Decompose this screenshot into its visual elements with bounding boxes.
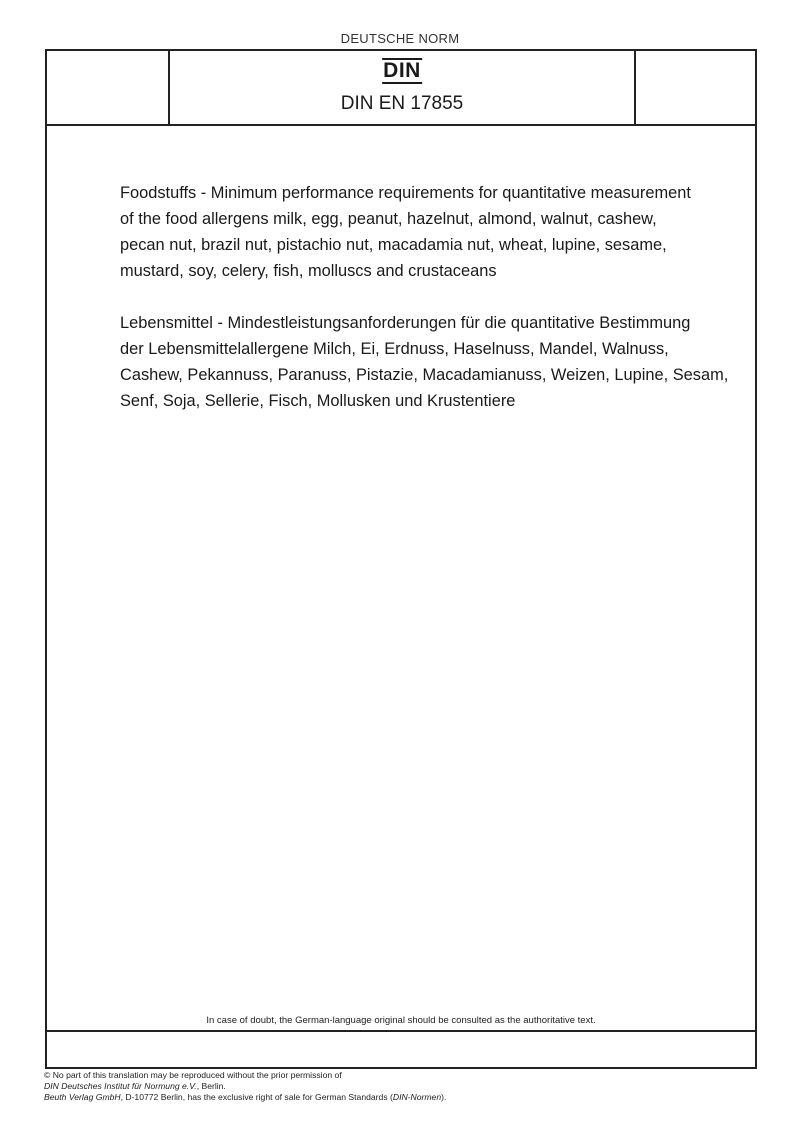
bottom-box xyxy=(47,1030,755,1067)
din-logo: DIN xyxy=(383,59,421,82)
title-block xyxy=(47,51,755,126)
copyright-notice xyxy=(44,1070,446,1103)
copyright-line-1: © No part of this translation may be reproduced without the prior permission of xyxy=(44,1070,342,1080)
title-block-right-cell xyxy=(634,51,755,124)
copyright-line-2: DIN Deutsches Institut für Normung e.V., Berlin. xyxy=(44,1081,226,1091)
german-title: Lebensmittel - Mindestleistungsanforderungen für die quantitative Bestimmung der Lebensmittelallergene Milch, Ei, Erdnuss, Haselnuss, Mandel, Walnuss, Cashew, Pekannuss, Paranuss, Pistazie, Macadamianuss, Weizen, Lupine, Sesam, Senf, Soja, Sellerie, Fisch, Mollusken und Krustentiere xyxy=(120,314,729,410)
english-title: Foodstuffs - Minimum performance requirements for quantitative measurement of the food allergens milk, egg, peanut, hazelnut, almond, walnut, cashew, pecan nut, brazil nut, pistachio nut, macadamia nut, wheat, lupine, sesame, mustard, soy, celery, fish, molluscs and crustaceans xyxy=(120,184,691,280)
document-titles xyxy=(120,180,780,414)
title-block-center-cell xyxy=(170,51,634,124)
copyright-line-3: Beuth Verlag GmbH, D-10772 Berlin, has the exclusive right of sale for German Standards (DIN-Normen). xyxy=(44,1092,447,1102)
document-number: DIN EN 17855 xyxy=(340,93,464,114)
standard-type-label: DEUTSCHE NORM xyxy=(340,31,460,46)
document-frame xyxy=(45,49,757,1069)
authoritative-text-note: In case of doubt, the German-language original should be consulted as the authoritative text. xyxy=(206,1015,596,1026)
title-block-left-cell xyxy=(47,51,170,124)
